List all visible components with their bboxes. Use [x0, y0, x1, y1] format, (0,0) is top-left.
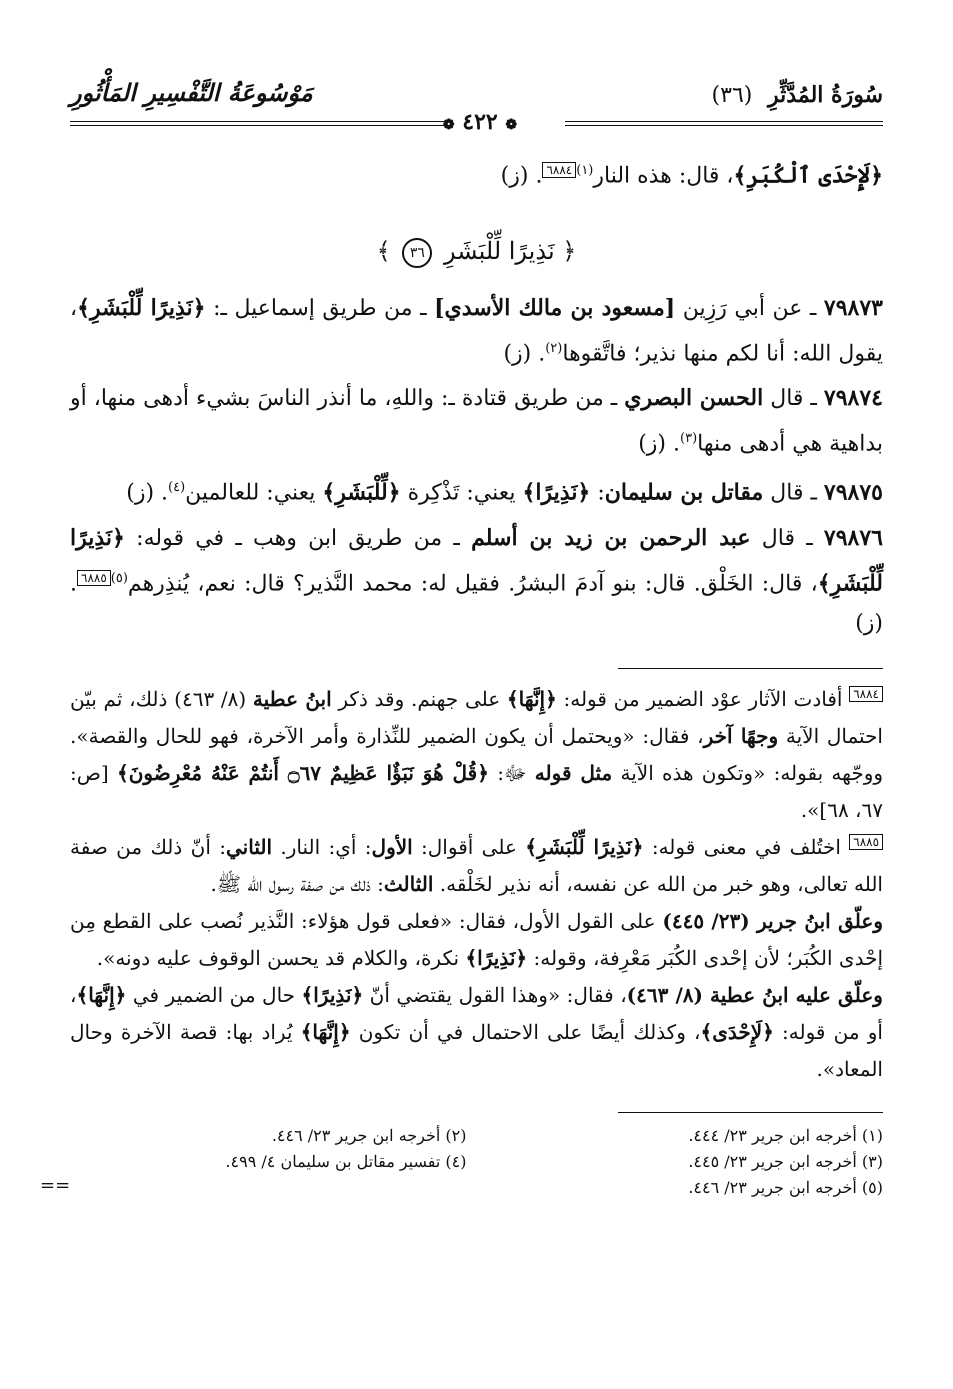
footnote: (٥) أخرجه ابن جرير ٢٣/ ٤٤٦.	[688, 1178, 883, 1198]
footnote-separator	[618, 1112, 883, 1113]
bold-text: الحسن البصري	[624, 385, 764, 412]
text-run: [ص: ٦٧، ٦٨]».	[70, 761, 883, 823]
bold-text: ﴿نَذِيرًا لِّلْبَشَرِ﴾	[77, 294, 206, 321]
text-run: اختُلف في معنى قوله:	[643, 835, 850, 860]
text-run: ـ قال	[763, 480, 824, 506]
text-run: ، فقال: «وهذا القول يقتضي أنّ	[363, 983, 627, 1008]
footnote: (٢) أخرجه ابن جرير ٢٣/ ٤٤٦.	[271, 1126, 467, 1146]
commentary-separator	[618, 668, 883, 669]
footnote-ref: (٢)	[545, 340, 563, 356]
bold-text: ﴿قُلْ هُوَ نَبَؤٌا عَظِيمٌ ۝٦٧ أَنتُمْ عَنْهُ مُعْرِضُونَ﴾	[116, 761, 489, 786]
verse-text: نَذِيرًا لِّلْبَشَرِ	[443, 237, 555, 266]
bold-text: ﴿لَإِحْدَى﴾	[700, 1020, 774, 1045]
bold-text: ابنُ عطية	[710, 983, 789, 1008]
narration	[70, 288, 883, 374]
commentary-paragraph	[70, 681, 883, 829]
narration-number: ٧٩٨٧٣	[823, 294, 883, 321]
commentary-notes	[70, 681, 883, 1088]
footnote-ref: (٥)	[110, 570, 128, 586]
narration	[70, 468, 883, 513]
text-run: ـ عن أبي رَزِين	[675, 295, 824, 321]
text-run: : أي: النار.	[272, 835, 372, 860]
footnote-ref: (٣)	[680, 431, 698, 447]
surah-name: سُورَةُ المُدَّثِّرِ	[768, 82, 883, 108]
ornate-bracket-open: ﴿	[562, 237, 577, 266]
narration	[70, 378, 883, 464]
page-number-value: ٤٢٢	[462, 109, 498, 135]
text-run: . (ز)	[503, 341, 546, 367]
footnote: (٤) تفسير مقاتل بن سليمان ٤/ ٤٩٩.	[225, 1152, 467, 1172]
text-run: ـ قال	[763, 386, 824, 412]
text-run: : ذلك من صفة رسول الله ﷺ.	[210, 872, 384, 897]
quran-quote: ﴿لَإِحْدَى ٱلْكُبَرِ﴾	[733, 162, 883, 189]
page-header	[70, 60, 883, 135]
bold-text: الثالث	[383, 872, 434, 897]
text-run: ـ من طريق إسماعيل ـ:	[205, 295, 435, 321]
bold-text: ﴿إِنَّهَا﴾	[506, 687, 557, 712]
footnote-ref: (١)	[576, 163, 594, 178]
footnote-ref: (٤)	[168, 480, 186, 496]
bold-text: ابنُ جرير	[757, 909, 831, 934]
footnote: (١) أخرجه ابن جرير ٢٣/ ٤٤٤.	[688, 1126, 883, 1146]
text-run: على أقوال:	[412, 835, 526, 860]
text-run: يعني: للعالمين	[185, 480, 323, 506]
text-run: أفادت الآثار عوْد الضمير من قوله:	[556, 687, 850, 712]
commentary-ref-box: ٦٨٨٥	[77, 570, 111, 586]
commentary-ref-box: ٦٨٨٥	[849, 834, 883, 850]
text-run: ، أو من قوله:	[70, 983, 883, 1045]
text-run: : أنّ ذلك من صفة الله تعالى، وهو خبر من الله عن نفسه، أنه نذير لخَلْقه.	[70, 835, 883, 897]
bold-text: ﴿نَذِيرًا﴾	[465, 946, 528, 971]
text-run: ، يقول الله: أنا لكم منها نذير؛ فاتَّقوها	[70, 295, 883, 367]
continuation-tail: . (ز)	[500, 163, 543, 189]
narration-number: ٧٩٨٧٥	[823, 479, 883, 506]
commentary-ref-box: ٦٨٨٤	[849, 686, 883, 702]
footnotes	[70, 1123, 883, 1201]
ornament-icon: ❁	[442, 117, 455, 133]
text-run: . (ز)	[70, 571, 883, 637]
text-run: ، فقال: «ويحتمل أن يكون الضمير للنِّذارة وأمر الآخرة، فهو للحال والقصة». ووجّهه بقوله: «وتكون هذه الآية	[70, 724, 884, 786]
bold-text: وجهًا آخر	[703, 724, 779, 749]
ornament-icon: ❁	[505, 117, 518, 133]
text-run: :	[590, 480, 605, 506]
ayah-number-marker: ٣٦	[402, 238, 432, 268]
bold-text: مقاتل بن سليمان	[604, 479, 764, 506]
margin-mark: ==	[40, 1175, 71, 1196]
surah-number: (٣٦)	[711, 83, 753, 108]
text-run: ، قال: الخَلْق. قال: بنو آدمَ البشرُ. فقيل له: محمد النَّذير؟ قال: نعم، يُنذِرهم	[127, 571, 818, 597]
page	[70, 60, 883, 1201]
text-run: ـ من طريق قتادة ـ: واللهِ، ما أنذر الناسَ بشيء أدهى منها، أو بداهية هي أدهى منها	[70, 386, 883, 457]
bold-text: ﴿نَذِيرًا لِّلْبَشَرِ﴾	[525, 835, 644, 860]
bold-text: ﴿نَذِيرًا لِّلْبَشَرِ﴾	[70, 524, 883, 597]
text-run: ، وكذلك أيضًا على الاحتمال في أن تكون	[350, 1020, 701, 1045]
text-run: . (ز)	[126, 480, 169, 506]
narrations-list	[70, 288, 883, 644]
bold-text: الثاني	[225, 835, 272, 860]
header-rule	[70, 109, 883, 135]
narration-number: ٧٩٨٧٦	[823, 524, 883, 551]
text-run: نكرة، والكلام قد يحسن الوقوف عليه دونه».	[96, 946, 466, 971]
continuation-line	[70, 152, 883, 195]
text-run: على جهنم. وقد ذكر	[331, 687, 507, 712]
commentary-paragraph	[70, 829, 883, 903]
bold-text: ابنُ عطية	[252, 687, 332, 712]
ornate-bracket-close: ﴾	[376, 237, 391, 266]
bold-text: الأول	[371, 835, 413, 860]
bold-text: (٢٣/ ٤٤٥)	[662, 909, 758, 934]
divider	[70, 121, 450, 126]
encyclopedia-title: مَوْسُوعَةُ التَّفْسِيرِ المَأْثُورِ	[70, 78, 313, 107]
bold-text: (٨/ ٤٦٣)	[626, 983, 711, 1008]
narration-number: ٧٩٨٧٤	[823, 385, 883, 412]
bold-text: ﴿إِنَّهَا﴾	[76, 983, 127, 1008]
bold-text: عبد الرحمن بن زيد بن أسلم	[471, 524, 751, 551]
text-run: على القول الأول، فقال: «فعلى قول هؤلاء: النَّذير نُصب على القطع مِن إحْدى الكُبَر؛ لأن إحْدى الكُبَر مَعْرِفة، وقوله:	[70, 909, 883, 971]
bold-text: ﴿إِنَّهَا﴾	[300, 1020, 351, 1045]
bold-text: [مسعود بن مالك الأسدي]	[434, 294, 676, 321]
text-run: يُراد بها: قصة الآخرة وحال المعاد».	[70, 1020, 883, 1082]
surah-title	[712, 82, 883, 108]
bold-text: وعلّق	[830, 909, 883, 934]
narration	[70, 518, 883, 644]
commentary-paragraph	[70, 903, 883, 977]
continuation-text: ، قال: هذه النار	[593, 163, 734, 189]
bold-text: ﴿نَذِيرًا﴾	[522, 479, 591, 506]
verse-heading	[70, 237, 883, 268]
text-run: (٨/ ٤٦٣) ذلك، ثم بيّن احتمال الآية	[70, 687, 883, 749]
text-run: ـ قال	[750, 525, 824, 551]
text-run: ـ من طريق ابن وهب ـ في قوله:	[124, 525, 472, 551]
text-run: يعني: تَذْكِرة	[400, 480, 523, 506]
bold-text: ﴿لِّلْبَشَرِ﴾	[322, 479, 401, 506]
bold-text: وعلّق عليه	[788, 983, 883, 1008]
text-run: . (ز)	[638, 431, 680, 457]
bold-text: مثل قوله	[534, 761, 613, 786]
text-run: ﷻ:	[488, 761, 535, 786]
commentary-ref-box: ٦٨٨٤	[542, 162, 576, 178]
bold-text: ﴿نَذِيرًا﴾	[301, 983, 364, 1008]
footnote: (٣) أخرجه ابن جرير ٢٣/ ٤٤٥.	[688, 1152, 883, 1172]
commentary-paragraph	[70, 977, 883, 1088]
divider	[565, 121, 883, 126]
text-run: حال من الضمير في	[126, 983, 302, 1008]
